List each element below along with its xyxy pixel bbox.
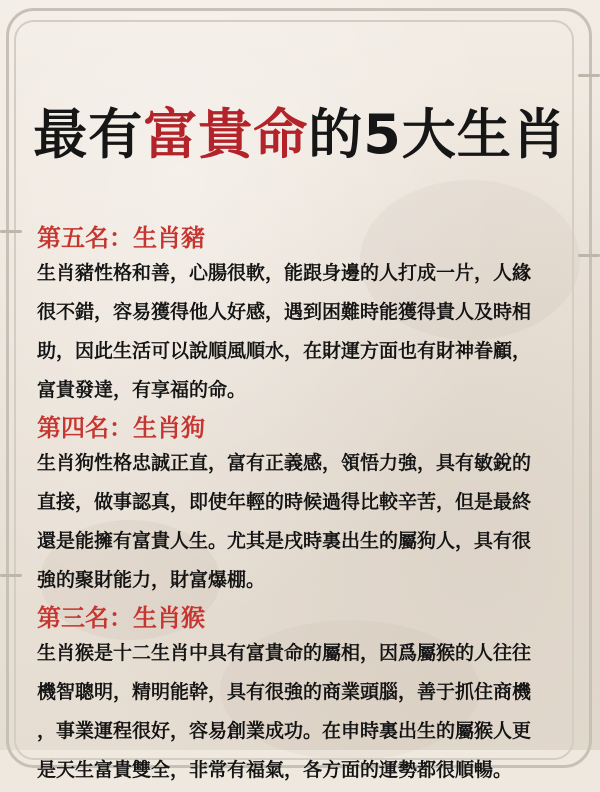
body-line: 助，因此生活可以說順風順水，在財運方面也有財神眷顧，: [37, 340, 532, 362]
title-part-1: 最有: [33, 103, 144, 167]
page-title: [0, 103, 600, 167]
title-part-2: 的5大生肖: [308, 103, 567, 167]
body-line: 還是能擁有富貴人生。尤其是戌時裏出生的屬狗人，具有很: [37, 530, 532, 552]
body-line: ，事業運程很好，容易創業成功。在申時裏出生的屬猴人更: [37, 720, 532, 742]
section-rank-4: [37, 412, 573, 600]
section-heading: 第三名：生肖猴: [37, 604, 205, 632]
section-heading: 第五名：生肖豬: [37, 224, 205, 252]
body-line: 富貴發達，有享福的命。: [37, 379, 247, 401]
body-line: 是天生富貴雙全，非常有福氣，各方面的運勢都很順暢。: [37, 759, 513, 781]
frame-ornament: [0, 230, 22, 233]
section-rank-3: [37, 602, 573, 790]
section-body: [37, 254, 573, 410]
section-body: [37, 444, 573, 600]
body-line: 生肖豬性格和善，心腸很軟，能跟身邊的人打成一片，人緣: [37, 262, 532, 284]
section-heading: 第四名：生肖狗: [37, 414, 205, 442]
section-body: [37, 634, 573, 790]
title-highlight: 富貴命: [143, 103, 309, 167]
body-line: 生肖猴是十二生肖中具有富貴命的屬相，因爲屬猴的人往往: [37, 642, 532, 664]
frame-ornament: [0, 574, 22, 577]
frame-ornament: [578, 74, 600, 77]
body-line: 直接，做事認真，即使年輕的時候過得比較辛苦，但是最終: [37, 491, 532, 513]
body-line: 很不錯，容易獲得他人好感，遇到困難時能獲得貴人及時相: [37, 301, 532, 323]
body-line: 生肖狗性格忠誠正直，富有正義感，領悟力強，具有敏銳的: [37, 452, 532, 474]
frame-ornament: [578, 254, 600, 257]
body-line: 機智聰明，精明能幹，具有很強的商業頭腦，善于抓住商機: [37, 681, 532, 703]
article-content: [37, 222, 573, 792]
section-rank-5: [37, 222, 573, 410]
body-line: 強的聚財能力，財富爆棚。: [37, 569, 266, 591]
